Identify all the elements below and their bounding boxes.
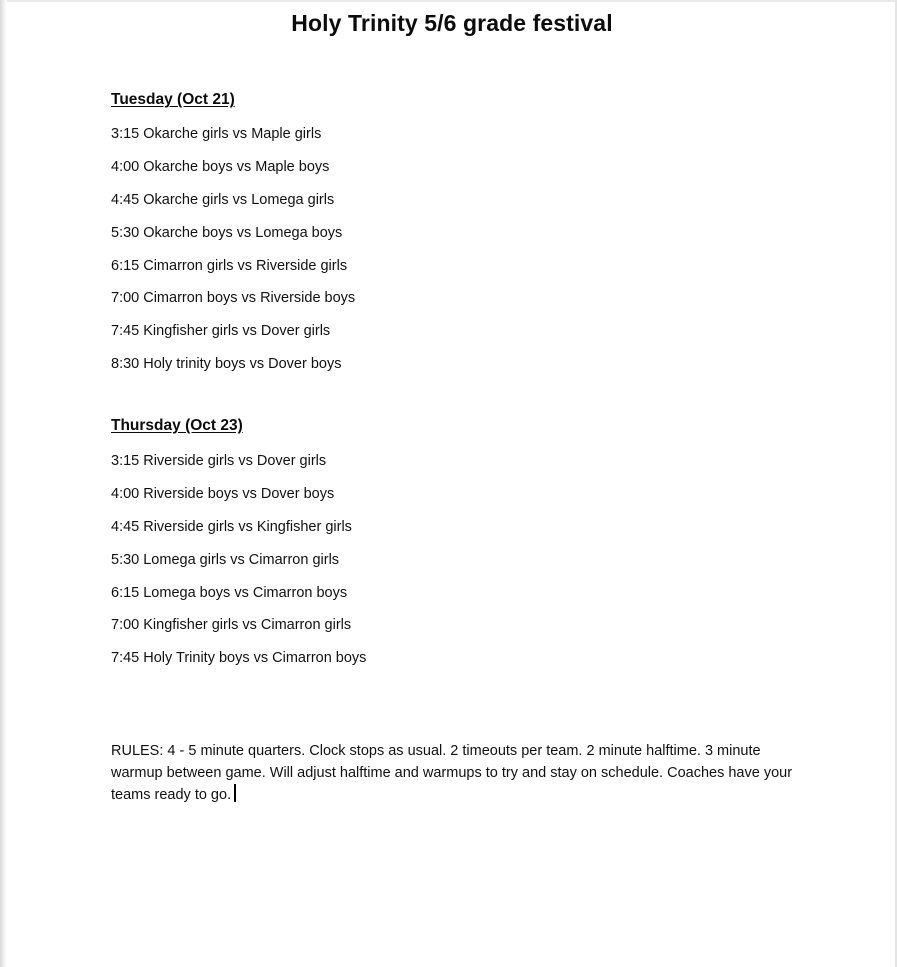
- game-matchup: Holy Trinity boys vs Cimarron boys: [143, 650, 367, 667]
- game-matchup: Holy trinity boys vs Dover boys: [143, 356, 342, 373]
- game-list-tuesday: [111, 124, 355, 387]
- game-time: 7:45: [111, 323, 140, 340]
- section-heading-tuesday[interactable]: Tuesday (Oct 21): [111, 91, 235, 108]
- game-time: 7:45: [111, 650, 140, 667]
- rules-text: RULES: 4 - 5 minute quarters. Clock stops as usual. 2 timeouts per team. 2 minute halftime. 3 minute warmup between game. Will adjust halftime and warmups to try and stay on schedule. Coaches have your teams ready to go.: [111, 743, 793, 804]
- game-matchup: Cimarron girls vs Riverside girls: [143, 257, 348, 274]
- game-matchup: Lomega girls vs Cimarron girls: [143, 551, 340, 568]
- game-item[interactable]: [111, 354, 355, 387]
- game-item[interactable]: [111, 124, 355, 157]
- game-item[interactable]: [111, 550, 366, 583]
- game-matchup: Okarche girls vs Lomega girls: [143, 191, 335, 208]
- game-time: 4:00: [111, 485, 140, 502]
- game-time: 4:00: [111, 158, 140, 175]
- game-item[interactable]: [111, 648, 366, 681]
- game-item[interactable]: [111, 583, 366, 616]
- game-time: 5:30: [111, 224, 140, 241]
- game-time: 6:15: [111, 584, 140, 601]
- game-matchup: Kingfisher girls vs Cimarron girls: [143, 617, 352, 634]
- game-item[interactable]: [111, 288, 355, 321]
- game-matchup: Okarche boys vs Maple boys: [143, 158, 330, 175]
- page-top-edge: [0, 0, 897, 2]
- game-time: 6:15: [111, 257, 140, 274]
- game-time: 7:00: [111, 617, 140, 634]
- game-item[interactable]: [111, 484, 366, 517]
- game-matchup: Okarche girls vs Maple girls: [143, 126, 322, 142]
- game-item[interactable]: [111, 157, 355, 190]
- game-item[interactable]: [111, 256, 355, 289]
- game-time: 3:15: [111, 126, 140, 142]
- game-matchup: Riverside girls vs Kingfisher girls: [143, 518, 352, 535]
- game-item[interactable]: [111, 190, 355, 223]
- game-matchup: Kingfisher girls vs Dover girls: [143, 323, 331, 340]
- game-time: 4:45: [111, 518, 140, 535]
- game-time: 8:30: [111, 356, 140, 373]
- game-time: 7:00: [111, 290, 140, 307]
- game-matchup: Lomega boys vs Cimarron boys: [143, 584, 348, 601]
- game-matchup: Okarche boys vs Lomega boys: [143, 224, 343, 241]
- game-matchup: Riverside boys vs Dover boys: [143, 485, 335, 502]
- game-time: 5:30: [111, 551, 140, 568]
- rules-paragraph[interactable]: [111, 741, 801, 807]
- document-title[interactable]: Holy Trinity 5/6 grade festival: [291, 10, 613, 36]
- game-item[interactable]: [111, 615, 366, 648]
- game-matchup: Riverside girls vs Dover girls: [143, 453, 327, 469]
- section-heading-thursday[interactable]: Thursday (Oct 23): [111, 417, 243, 434]
- game-item[interactable]: [111, 223, 355, 256]
- game-item[interactable]: [111, 321, 355, 354]
- game-item[interactable]: [111, 451, 366, 484]
- game-time: 4:45: [111, 191, 140, 208]
- game-time: 3:15: [111, 453, 140, 469]
- game-list-thursday: [111, 451, 366, 681]
- text-cursor: [234, 784, 236, 802]
- page-left-edge: [0, 0, 7, 967]
- game-item[interactable]: [111, 517, 366, 550]
- game-matchup: Cimarron boys vs Riverside boys: [143, 290, 356, 307]
